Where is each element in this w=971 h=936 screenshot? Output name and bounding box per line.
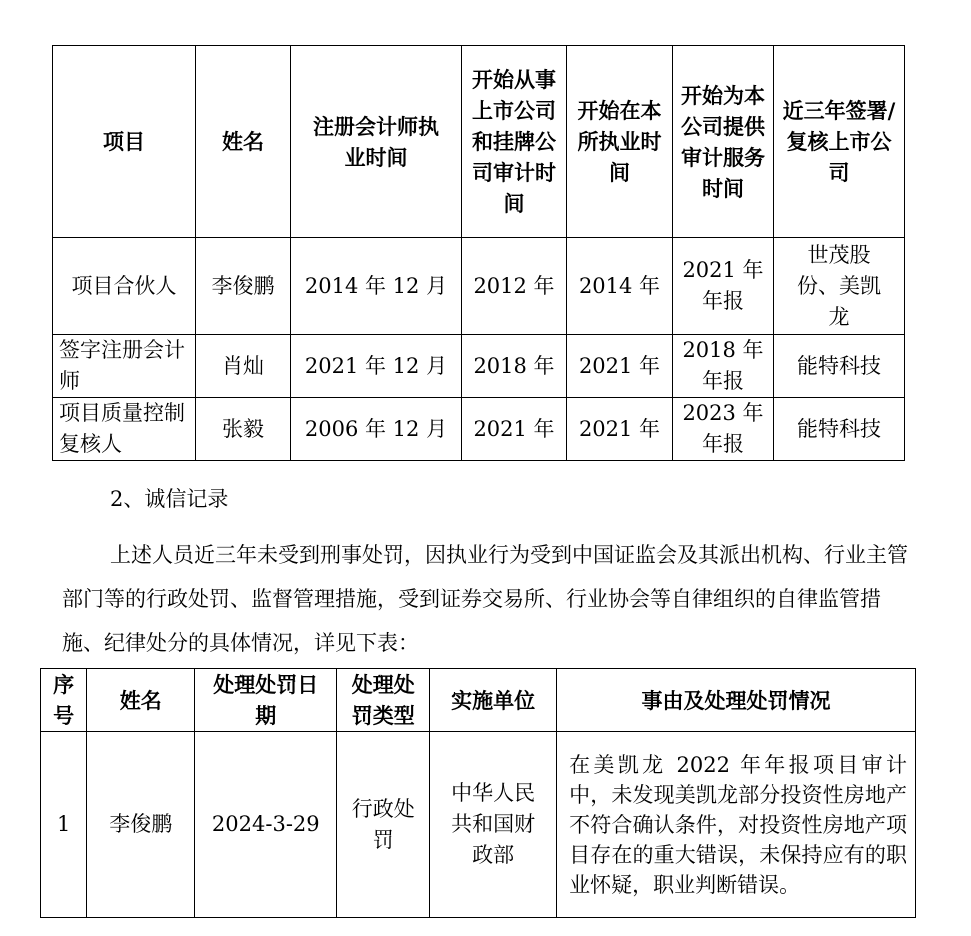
table-header-row [53,46,905,238]
header-cell: 项目 [53,46,196,238]
header-cell: 处理处罚日期 [195,669,337,732]
header-cell: 开始在本所执业时间 [567,46,673,238]
table-header-row [41,669,916,732]
table-cell: 张毅 [196,398,291,461]
table-cell: 2021 年 12 月 [291,335,462,398]
table-cell: 中华人民共和国财政部 [430,732,557,918]
table-row [41,732,916,918]
table-cell: 2018 年年报 [673,335,774,398]
table-cell: 能特科技 [774,398,905,461]
table-cell: 2006 年 12 月 [291,398,462,461]
table-cell: 在美凯龙 2022 年年报项目审计中，未发现美凯龙部分投资性房地产不符合确认条件，对投资性房地产项目存在的重大错误，未保持应有的职业怀疑，职业判断错误。 [557,732,916,918]
header-cell: 姓名 [196,46,291,238]
auditor-info-table [52,45,905,461]
table-cell: 李俊鹏 [87,732,195,918]
table-cell: 行政处罚 [337,732,430,918]
header-cell: 事由及处理处罚情况 [557,669,916,732]
table-cell: 肖灿 [196,335,291,398]
table-cell: 2021 年 [567,398,673,461]
table-cell: 李俊鹏 [196,238,291,335]
header-cell: 姓名 [87,669,195,732]
table-cell: 2021 年年报 [673,238,774,335]
header-cell: 序号 [41,669,87,732]
table-cell: 2012 年 [462,238,567,335]
header-cell: 注册会计师执业时间 [291,46,462,238]
table-cell: 签字注册会计师 [53,335,196,398]
penalty-record-table [40,668,916,918]
section-heading: 2、诚信记录 [110,487,229,511]
table-row [53,398,905,461]
table-cell: 2021 年 [462,398,567,461]
table-cell: 1 [41,732,87,918]
table-cell: 能特科技 [774,335,905,398]
table-cell: 2024-3-29 [195,732,337,918]
table-row [53,335,905,398]
table-cell: 项目合伙人 [53,238,196,335]
body-paragraph: 上述人员近三年未受到刑事处罚，因执业行为受到中国证监会及其派出机构、行业主管部门等的行政处罚、监督管理措施，受到证券交易所、行业协会等自律组织的自律监管措施、纪律处分的具体情况，详见下表： [62,543,908,655]
table-row [53,238,905,335]
table-cell: 世茂股份、美凯龙 [774,238,905,335]
table-cell: 2014 年 12 月 [291,238,462,335]
table-cell: 项目质量控制复核人 [53,398,196,461]
header-cell: 近三年签署/复核上市公司 [774,46,905,238]
header-cell: 开始从事上市公司和挂牌公司审计时间 [462,46,567,238]
header-cell: 开始为本公司提供审计服务时间 [673,46,774,238]
table-cell: 2014 年 [567,238,673,335]
table-cell: 2021 年 [567,335,673,398]
table-cell: 2018 年 [462,335,567,398]
header-cell: 处理处罚类型 [337,669,430,732]
table-cell: 2023 年年报 [673,398,774,461]
header-cell: 实施单位 [430,669,557,732]
